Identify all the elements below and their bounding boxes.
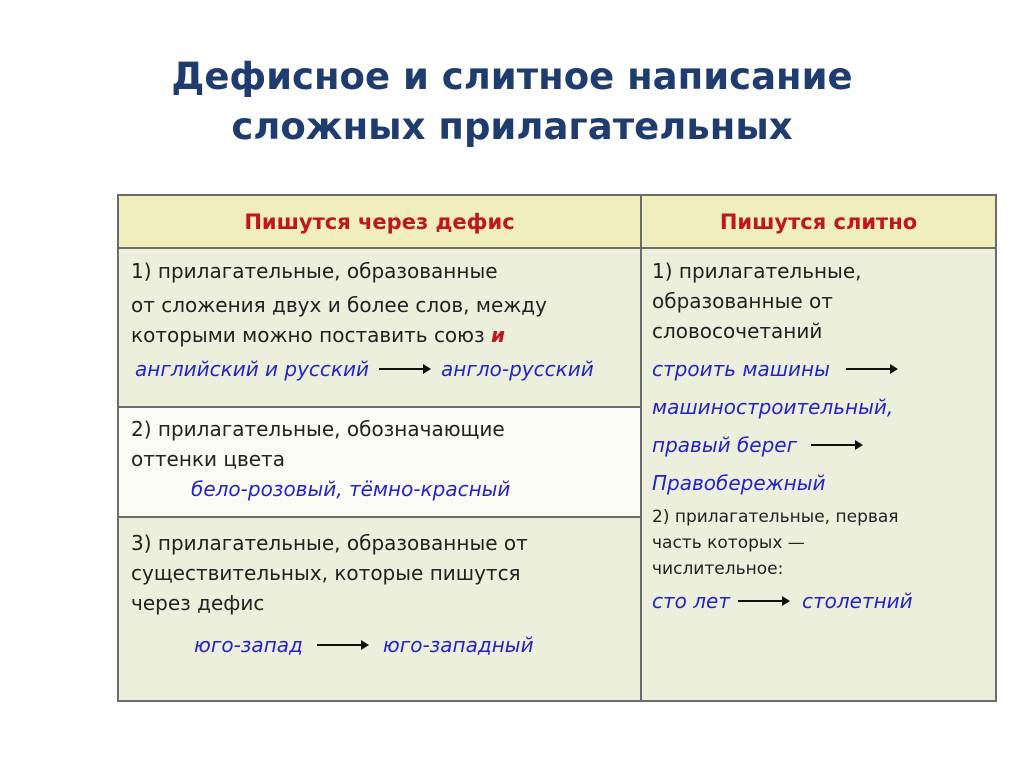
left-rule-2-example: бело-розовый, тёмно-красный xyxy=(191,477,511,501)
title-line-2: сложных прилагательных xyxy=(231,105,793,148)
left-rule-1-line-3 xyxy=(131,320,636,350)
right-rule-1-line-2: образованные от xyxy=(652,289,833,313)
example-from: правый берег xyxy=(652,433,798,457)
left-rule-2 xyxy=(119,408,640,516)
left-rule-1-line-2: от сложения двух и более слов, между xyxy=(131,293,547,317)
title-line-1: Дефисное и слитное написание xyxy=(171,55,853,98)
example-from: английский и русский xyxy=(135,357,370,381)
left-rule-1-example xyxy=(131,354,636,384)
row-divider-2 xyxy=(119,516,640,518)
rules-table xyxy=(117,194,997,702)
right-rule-2-line-1: 2) прилагательные, первая xyxy=(652,507,899,527)
right-rule-1-line-1: 1) прилагательные, xyxy=(652,259,862,283)
header-solid: Пишутся слитно xyxy=(642,196,995,247)
right-example-3 xyxy=(652,430,992,460)
right-example-5 xyxy=(652,586,992,616)
example-to: столетний xyxy=(801,589,913,613)
arrow-right-icon xyxy=(811,439,863,451)
left-rule-3-example xyxy=(131,630,636,660)
arrow-right-icon xyxy=(317,639,369,651)
example-from: сто лет xyxy=(652,589,730,613)
arrow-right-icon xyxy=(379,363,431,375)
example-from: строить машины xyxy=(652,357,830,381)
page-title xyxy=(0,52,1024,152)
header-hyphen: Пишутся через дефис xyxy=(119,196,640,247)
left-rule-1 xyxy=(131,256,636,384)
left-rule-1-line-1: 1) прилагательные, образованные xyxy=(131,259,498,283)
arrow-right-icon xyxy=(846,363,898,375)
right-example-4: Правобережный xyxy=(652,471,826,495)
left-rule-3-line-1: 3) прилагательные, образованные от xyxy=(131,531,528,555)
arrow-right-icon xyxy=(738,595,790,607)
left-rule-3 xyxy=(131,528,636,660)
example-from: юго-запад xyxy=(194,633,303,657)
right-rules xyxy=(652,256,992,616)
left-rule-2-line-1: 2) прилагательные, обозначающие xyxy=(131,417,505,441)
left-rule-2-line-2: оттенки цвета xyxy=(131,447,285,471)
right-rule-2-line-3: числительное: xyxy=(652,559,784,579)
example-to: юго-западный xyxy=(382,633,534,657)
column-divider xyxy=(640,196,642,700)
example-to: англо-русский xyxy=(441,357,594,381)
left-rule-1-line-3-text: которыми можно поставить союз xyxy=(131,323,491,347)
right-example-1 xyxy=(652,354,992,384)
left-rule-3-line-2: существительных, которые пишутся xyxy=(131,561,521,585)
right-rule-1-line-3: словосочетаний xyxy=(652,319,823,343)
conjunction-highlight: и xyxy=(491,323,506,347)
header-divider xyxy=(119,247,995,249)
right-rule-2-line-2: часть которых — xyxy=(652,533,805,553)
right-example-2: машиностроительный, xyxy=(652,395,894,419)
left-rule-3-line-3: через дефис xyxy=(131,591,265,615)
